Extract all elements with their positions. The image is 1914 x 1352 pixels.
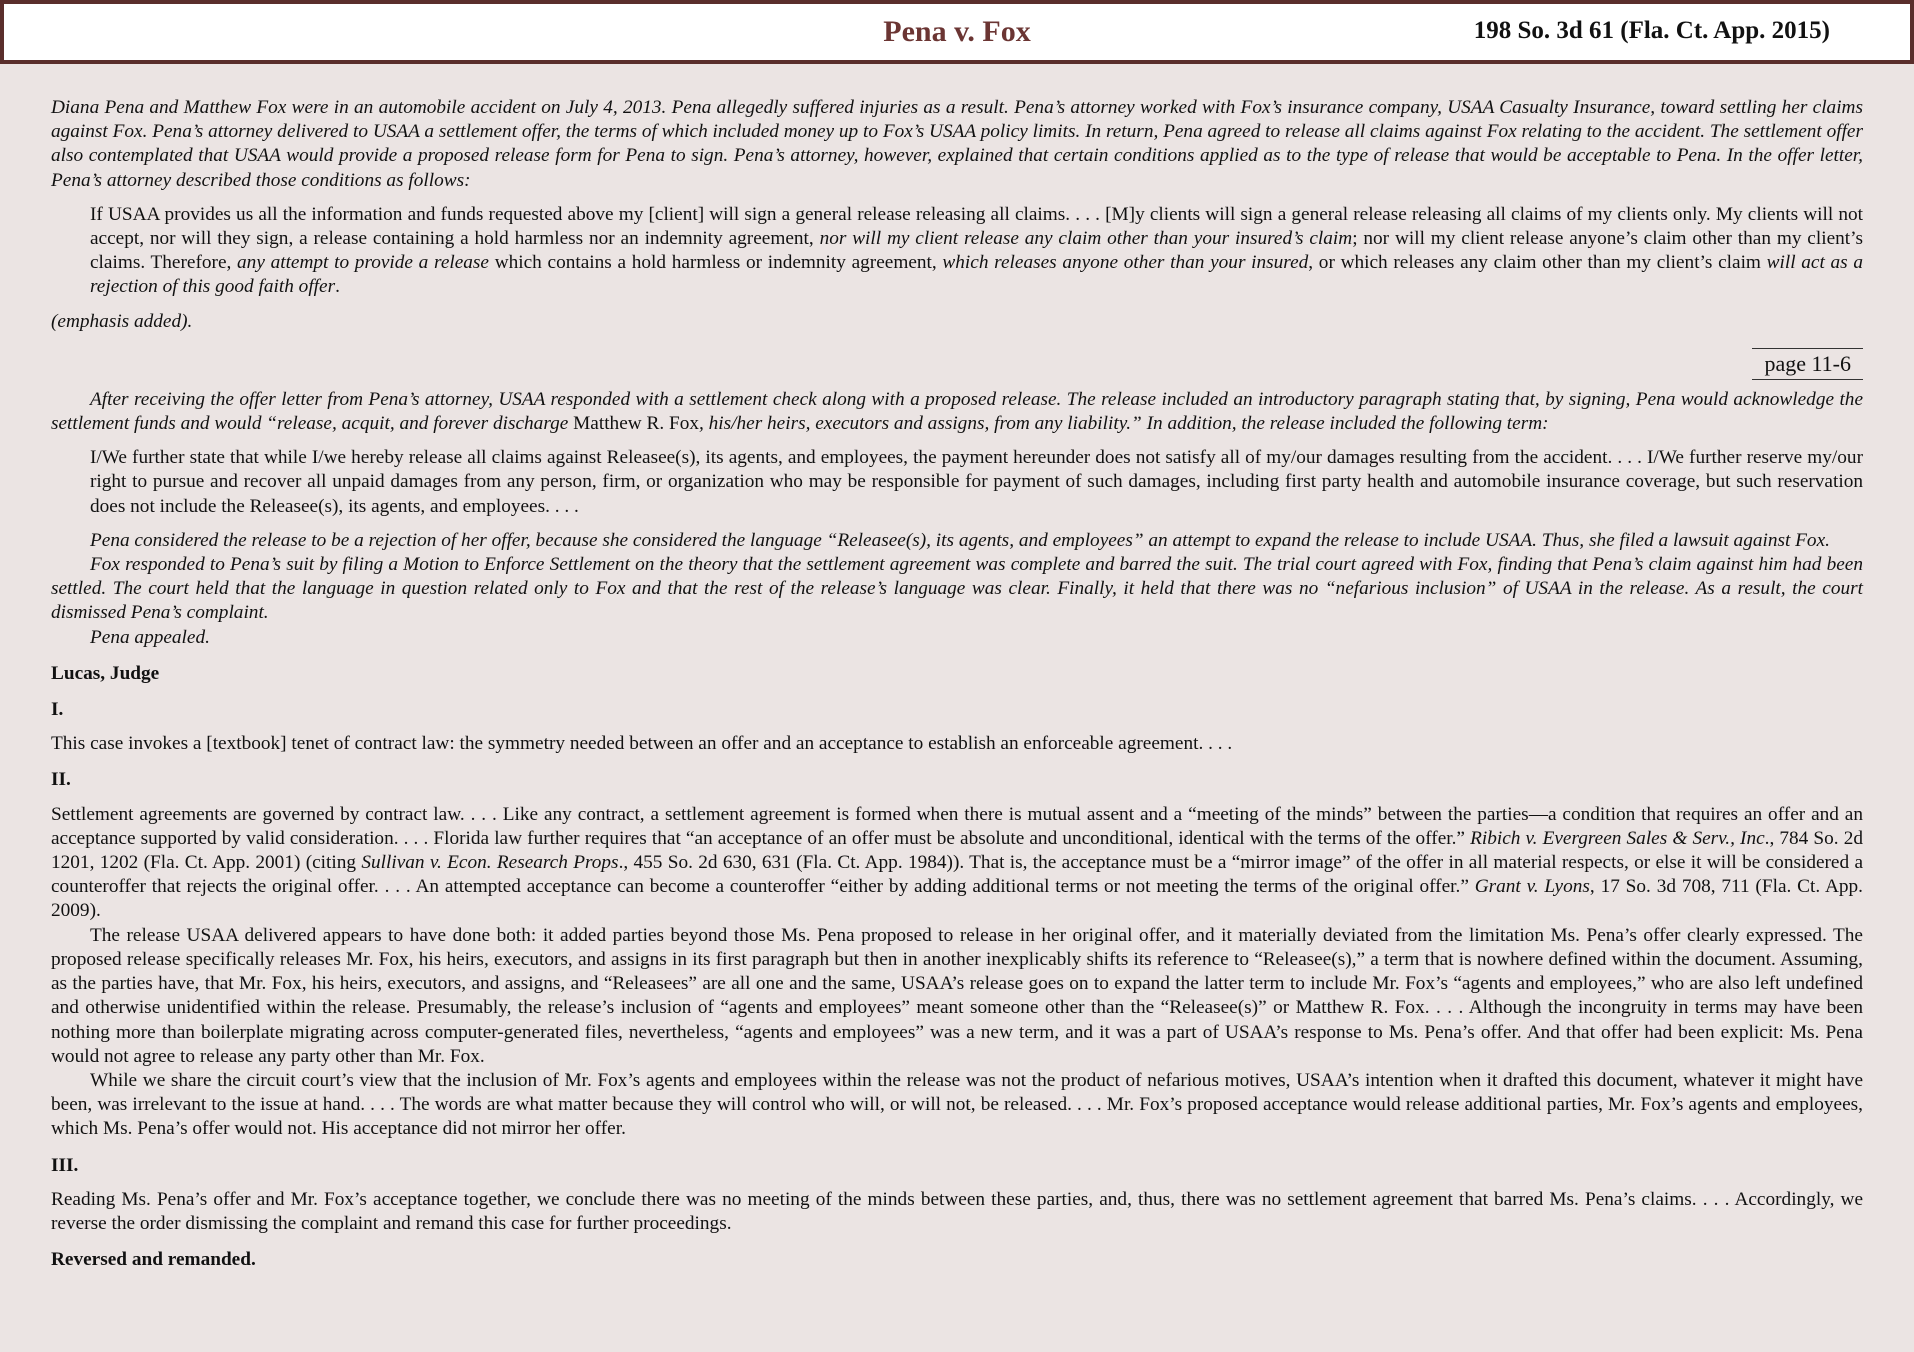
judge-name: Lucas, Judge: [51, 662, 160, 684]
case-body: [51, 96, 1863, 1282]
release-paragraph: After receiving the offer letter from Pena’s attorney, USAA responded with a settlement check along with a proposed release. The release included an introductory paragraph stating that, by signing, Pena would acknowledge the settlement funds and would “release, acquit, and forever discharge Matthew R. Fox, his/her heirs, executors and assigns, from any liability.” In addition, the release included the following term:: [51, 388, 1863, 435]
page-marker: page 11-6: [1752, 348, 1863, 380]
intro-paragraph: Diana Pena and Matthew Fox were in an automobile accident on July 4, 2013. Pena allegedly suffered injuries as a result. Pena’s attorney worked with Fox’s insurance company, USAA Casualty Insurance, toward settling her claims against Fox. Pena’s attorney delivered to USAA a settlement offer, the terms of which included money up to Fox’s USAA policy limits. In return, Pena agreed to release all claims against Fox relating to the accident. The settlement offer also contemplated that USAA would provide a proposed release form for Pena to sign. Pena’s attorney, however, explained that certain conditions applied as to the type of release that would be acceptable to Pena. In the offer letter, Pena’s attorney described those conditions as follows:: [51, 97, 1863, 191]
section-3-text: Reading Ms. Pena’s offer and Mr. Fox’s acceptance together, we conclude there was no meeting of the minds between these parties, and, thus, there was no settlement agreement that barred Ms. Pena’s claims. . . . Accordingly, we reverse the order dismissing the complaint and remand this case for further proceedings.: [51, 1188, 1863, 1234]
offer-letter-quote: If USAA provides us all the information and funds requested above my [client] will sign a general release releasing all claims. . . . [M]y clients will sign a general release releasing all claims of my clients only. My clients will not accept, nor will they sign, a release containing a hold harmless nor an indemnity agreement, nor will my client release any claim other than your insured’s claim; nor will my client release anyone’s claim other than my client’s claims. Therefore, any attempt to provide a release which contains a hold harmless or indemnity agreement, which releases anyone other than your insured, or which releases any claim other than my client’s claim will act as a rejection of this good faith offer.: [90, 203, 1864, 298]
trial-court-paragraph: Fox responded to Pena’s suit by filing a Motion to Enforce Settlement on the theory that the settlement agreement was complete and barred the suit. The trial court agreed with Fox, finding that Pena’s claim against him had been settled. The court held that the language in question related only to Fox and that the rest of the release’s language was clear. Finally, it held that there was no “nefarious inclusion” of USAA in the release. As a result, the court dismissed Pena’s complaint.: [51, 554, 1863, 624]
emphasis-note: (emphasis added).: [51, 310, 193, 332]
case-header: [0, 0, 1914, 64]
page-marker-row: [51, 348, 1863, 380]
section-2-paragraph-3: While we share the circuit court’s view that the inclusion of Mr. Fox’s agents and employees within the release was not the product of nefarious motives, USAA’s intention when it drafted this document, whatever it might have been, was irrelevant to the issue at hand. . . . The words are what matter because they will control who will, or will not, be released. . . . Mr. Fox’s proposed acceptance would release additional parties, Mr. Fox’s agents and employees, which Ms. Pena’s offer would not. His acceptance did not mirror her offer.: [51, 1069, 1863, 1140]
section-heading-3: III.: [51, 1154, 79, 1176]
section-2-paragraph-2: The release USAA delivered appears to have done both: it added parties beyond those Ms. Pena proposed to release in her original offer, and it materially deviated from the limitation Ms. Pena’s offer clearly expressed. The proposed release specifically releases Mr. Fox, his heirs, executors, and assigns in its first paragraph but then in another inexplicably shifts its reference to “Releasee(s),” a term that is nowhere defined within the document. Assuming, as the parties have, that Mr. Fox, his heirs, executors, and assigns, and “Releasees” are all one and the same, USAA’s release goes on to expand the latter term to include Mr. Fox’s “agents and employees,” who are also left undefined and otherwise unidentified within the release. Presumably, the release’s inclusion of “agents and employees” meant someone other than the “Releasee(s)” or Matthew R. Fox. . . . Although the incongruity in terms may have been nothing more than boilerplate migrating across computer-generated files, nevertheless, “agents and employees” was a new term, and it was a part of USAA’s response to Ms. Pena’s offer. And that offer had been explicit: Ms. Pena would not agree to release any party other than Mr. Fox.: [51, 924, 1863, 1067]
section-2-paragraph-1: Settlement agreements are governed by contract law. . . . Like any contract, a settlement agreement is formed when there is mutual assent and a “meeting of the minds” between the parties—a condition that requires an offer and an acceptance supported by valid consideration. . . . Florida law further requires that “an acceptance of an offer must be absolute and unconditional, identical with the terms of the offer.” Ribich v. Evergreen Sales & Serv., Inc., 784 So. 2d 1201, 1202 (Fla. Ct. App. 2001) (citing Sullivan v. Econ. Research Props., 455 So. 2d 630, 631 (Fla. Ct. App. 1984)). That is, the acceptance must be a “mirror image” of the offer in all material respects, or else it will be considered a counteroffer that rejects the original offer. . . . An attempted acceptance can become a counteroffer “either by adding additional terms or not meeting the terms of the original offer.” Grant v. Lyons, 17 So. 3d 708, 711 (Fla. Ct. App. 2009).: [51, 803, 1864, 922]
rejection-paragraph: Pena considered the release to be a rejection of her offer, because she considered the language “Releasee(s), its agents, and employees” an attempt to expand the release to include USAA. Thus, she filed a lawsuit against Fox.: [90, 529, 1830, 551]
section-heading-2: II.: [51, 769, 71, 791]
section-1-text: This case invokes a [textbook] tenet of contract law: the symmetry needed between an offer and an acceptance to establish an enforceable agreement. . . .: [51, 733, 1233, 755]
disposition: Reversed and remanded.: [51, 1249, 256, 1271]
release-term-quote: I/We further state that while I/we hereby release all claims against Releasee(s), its agents, and employees, the payment hereunder does not satisfy all of my/our damages resulting from the accident. . . . I/We further reserve my/our right to pursue and recover all unpaid damages from any person, firm, or organization who may be responsible for payment of such damages, including first party health and automobile insurance coverage, but such reservation does not include the Releasee(s), its agents, and employees. . . .: [90, 447, 1863, 517]
case-title: Pena v. Fox: [883, 15, 1031, 48]
section-heading-1: I.: [51, 699, 64, 721]
case-citation: 198 So. 3d 61 (Fla. Ct. App. 2015): [1473, 17, 1830, 44]
appeal-paragraph: Pena appealed.: [90, 626, 210, 648]
